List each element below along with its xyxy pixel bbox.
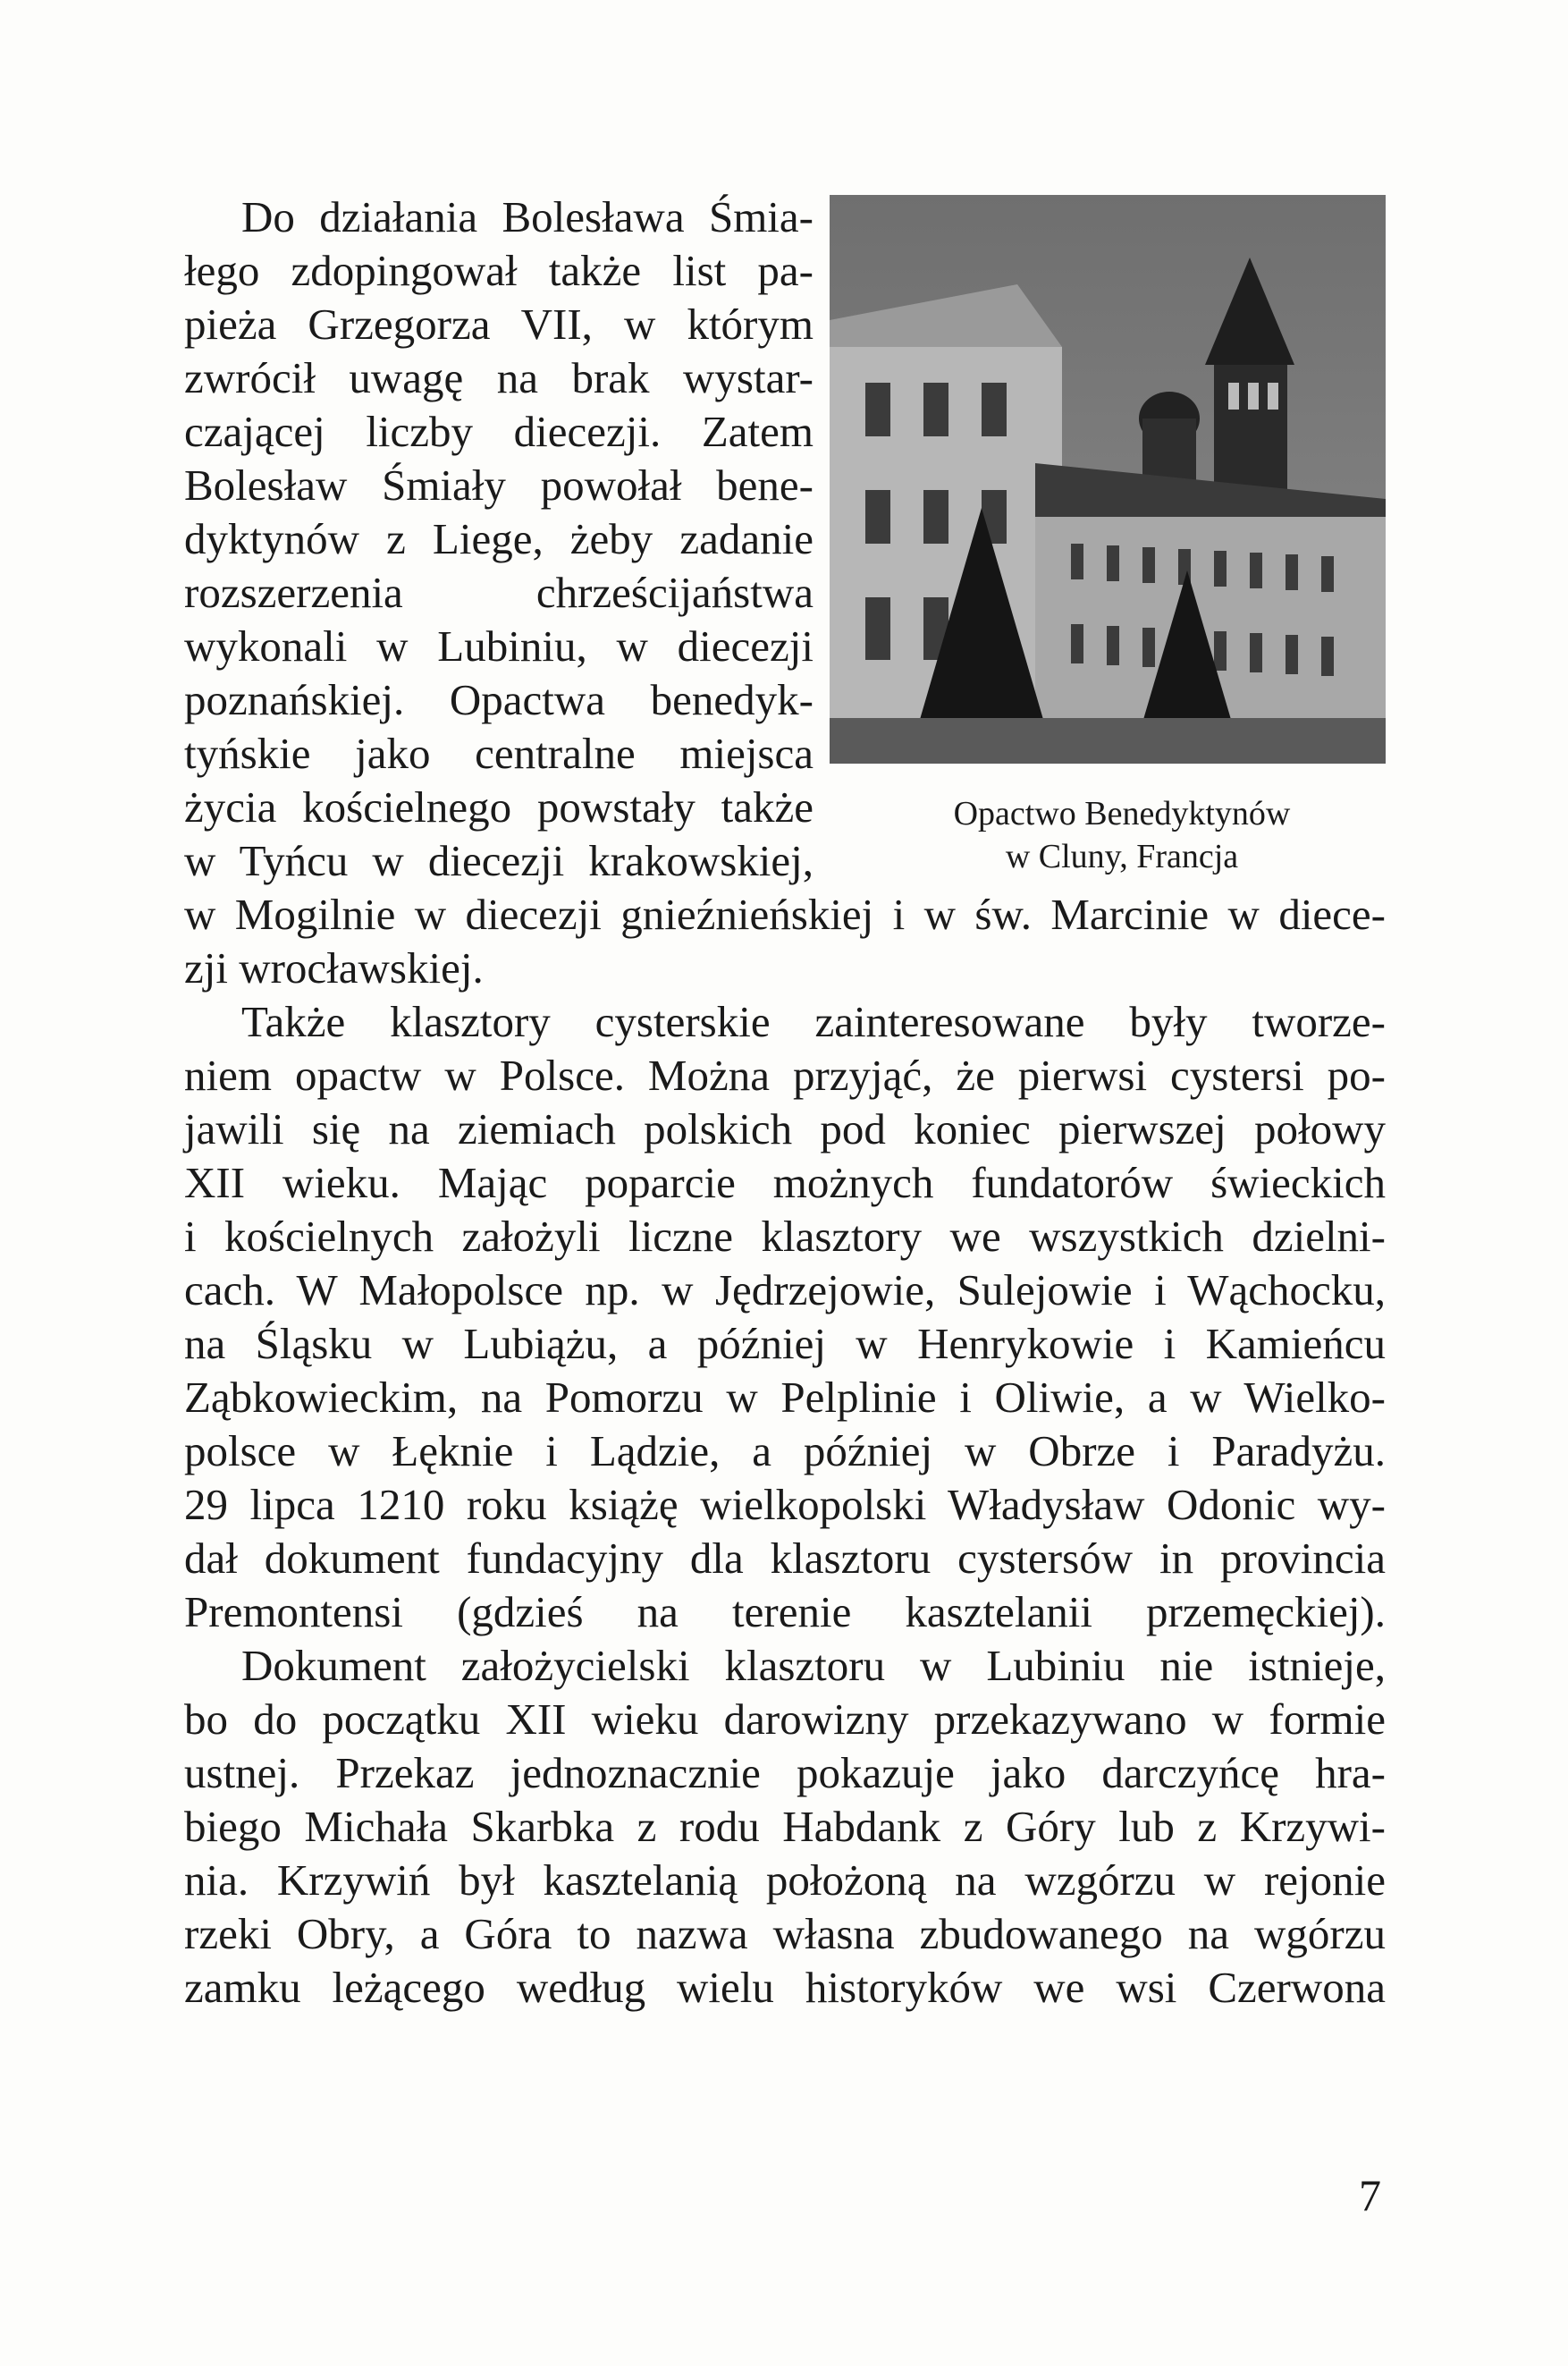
- text-line: polsce w Łęknie i Lądzie, a później w Obrze i Paradyżu.: [184, 1426, 1386, 1475]
- text-line: 29 lipca 1210 roku książę wielkopolski Władysław Odonic wy-: [184, 1480, 1386, 1529]
- text-line: i kościelnych założyli liczne klasztory we wszystkich dzielni-: [184, 1212, 1386, 1261]
- figure-caption-line-2: w Cluny, Francja: [1005, 838, 1239, 875]
- text-line: pieża Grzegorza VII, w którym: [184, 300, 814, 349]
- text-line: w Mogilnie w diecezji gnieźnieńskiej i w św. Marcinie w diece-: [184, 890, 1386, 939]
- text-line: zwrócił uwagę na brak wystar-: [184, 353, 814, 402]
- text-line: rozszerzenia chrześcijaństwa: [184, 568, 814, 617]
- abbey-photo: [830, 195, 1386, 764]
- text-line: w Tyńcu w diecezji krakowskiej,: [184, 836, 814, 885]
- figure-caption-line-1: Opactwo Benedyktynów: [953, 795, 1291, 832]
- text-line: XII wieku. Mając poparcie możnych fundatorów świeckich: [184, 1158, 1386, 1207]
- text-line: bo do początku XII wieku darowizny przekazywano w formie: [184, 1694, 1386, 1744]
- text-line: nia. Krzywiń był kasztelanią położoną na wzgórzu w rejonie: [184, 1855, 1386, 1905]
- abbey-illustration: [830, 195, 1386, 764]
- text-line: życia kościelnego powstały także: [184, 782, 814, 832]
- text-line: Ząbkowieckim, na Pomorzu w Pelplinie i Oliwie, a w Wielko-: [184, 1373, 1386, 1422]
- text-line: tyńskie jako centralne miejsca: [184, 729, 814, 778]
- text-line: Premontensi (gdzieś na terenie kasztelanii przemęckiej).: [184, 1587, 1386, 1636]
- text-line: łego zdopingował także list pa-: [184, 246, 814, 295]
- text-line: dyktynów z Liege, żeby zadanie: [184, 514, 814, 563]
- page-number: 7: [1359, 2170, 1381, 2220]
- text-line: zamku leżącego według wielu historyków we wsi Czerwona: [184, 1963, 1386, 2012]
- text-line: Do działania Bolesława Śmia-: [241, 192, 814, 241]
- text-line: biego Michała Skarbka z rodu Habdank z Góry lub z Krzywi-: [184, 1802, 1386, 1851]
- text-line: zji wrocławskiej.: [184, 943, 484, 993]
- text-line: jawili się na ziemiach polskich pod koniec pierwszej połowy: [184, 1104, 1386, 1153]
- text-line: wykonali w Lubiniu, w diecezji: [184, 621, 814, 671]
- text-line: rzeki Obry, a Góra to nazwa własna zbudowanego na wgórzu: [184, 1909, 1386, 1958]
- text-line: Bolesław Śmiały powołał bene-: [184, 461, 814, 510]
- text-line: czającej liczby diecezji. Zatem: [184, 407, 814, 456]
- text-line: ustnej. Przekaz jednoznacznie pokazuje jako darczyńcę hra-: [184, 1748, 1386, 1797]
- text-line: Dokument założycielski klasztoru w Lubiniu nie istnieje,: [241, 1641, 1386, 1690]
- text-line: niem opactw w Polsce. Można przyjąć, że pierwsi cystersi po-: [184, 1051, 1386, 1100]
- text-line: poznańskiej. Opactwa benedyk-: [184, 675, 814, 724]
- text-line: Także klasztory cysterskie zainteresowane były tworze-: [241, 997, 1386, 1046]
- text-line: dał dokument fundacyjny dla klasztoru cystersów in provincia: [184, 1534, 1386, 1583]
- text-line: cach. W Małopolsce np. w Jędrzejowie, Sulejowie i Wąchocku,: [184, 1265, 1386, 1314]
- text-line: na Śląsku w Lubiążu, a później w Henrykowie i Kamieńcu: [184, 1319, 1386, 1368]
